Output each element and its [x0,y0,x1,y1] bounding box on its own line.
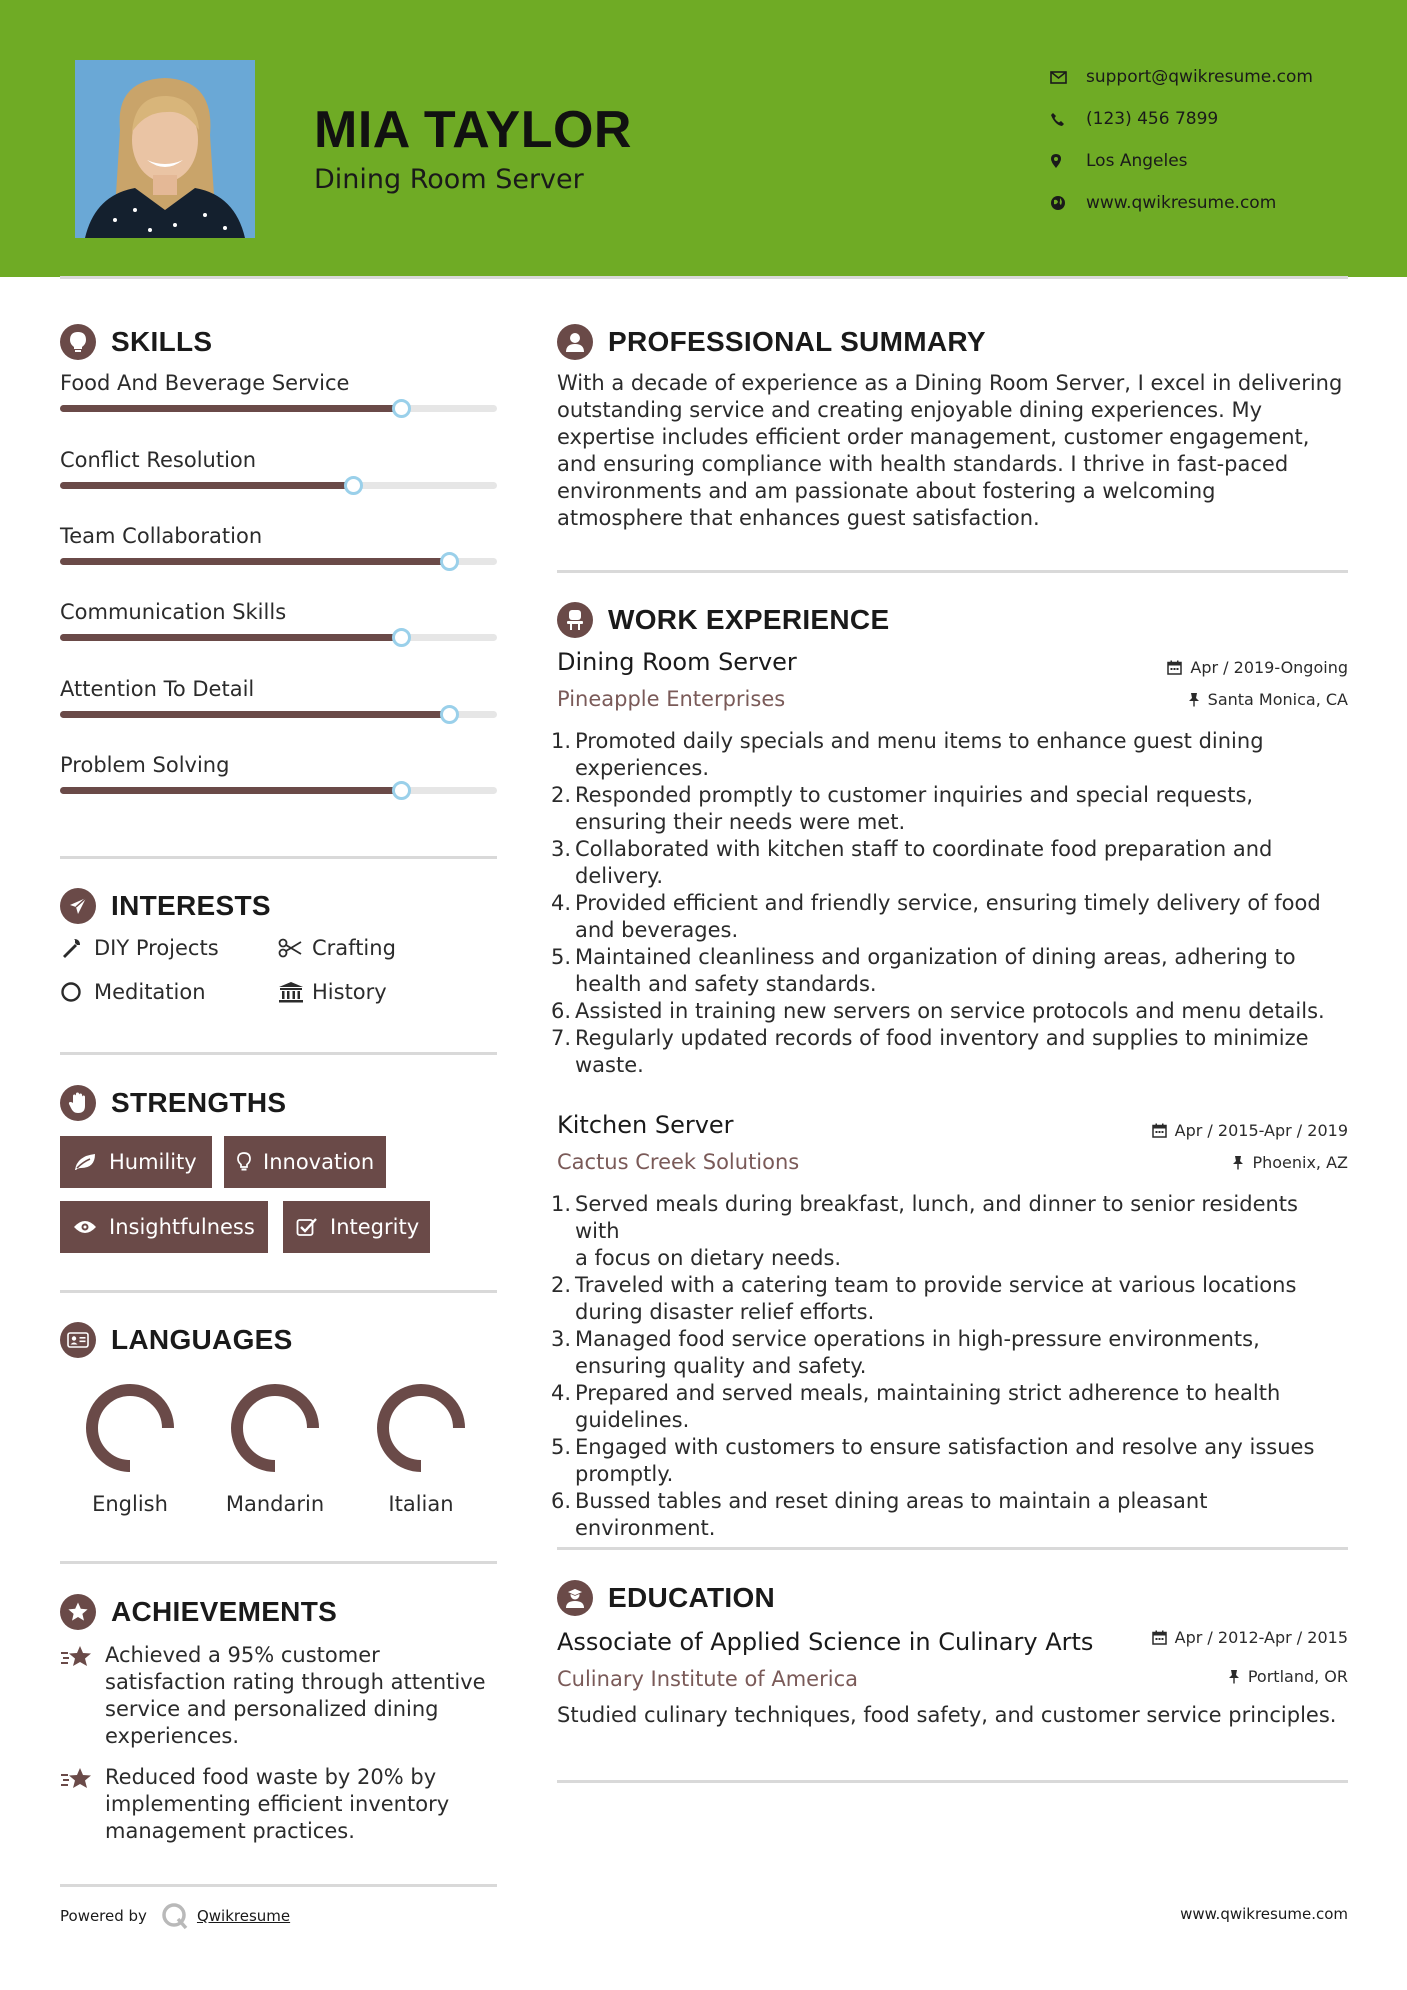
calendar-icon [1167,660,1182,675]
skill-label: Conflict Resolution [60,448,257,472]
profile-photo [75,60,255,238]
job-bullets [551,1191,1348,1542]
footer-powered-by: Powered by Qwikresume [60,1902,290,1930]
footer-url[interactable]: www.qwikresume.com [1180,1905,1348,1923]
list-item: 1. Served meals during breakfast, lunch, and dinner to senior residents with a focus on dietary needs. [551,1192,1298,1270]
skill-item [60,600,497,624]
contact-phone[interactable]: (123) 456 7899 [1050,98,1313,140]
list-item: 1. Promoted daily specials and menu items to enhance guest dining experiences. [551,729,1264,780]
candidate-name: MIA TAYLOR [314,101,632,159]
interest-label: History [312,980,387,1004]
pushpin-icon [1228,1669,1240,1684]
skill-item [60,524,497,548]
pushpin-icon [1188,692,1200,707]
list-item: 4. Prepared and served meals, maintaining strict adherence to health guidelines. [551,1381,1281,1432]
skill-label: Food And Beverage Service [60,371,350,395]
section-divider [60,1052,497,1055]
section-title: INTERESTS [111,890,271,921]
section-title: ACHIEVEMENTS [111,1596,338,1627]
language-item [60,1378,200,1516]
skill-fill [60,482,353,489]
skill-fill [60,634,401,641]
header-divider [60,276,1348,279]
skill-label: Attention To Detail [60,677,255,701]
section-divider [60,856,497,859]
wrench-icon [60,937,94,959]
skill-label: Communication Skills [60,600,287,624]
institution-icon [278,981,312,1003]
skill-fill [60,405,401,412]
location-pin-icon [1050,153,1086,169]
skill-label: Problem Solving [60,753,230,777]
calendar-icon [1152,1123,1167,1138]
qwikresume-link[interactable]: Qwikresume [196,1907,291,1925]
job-location: Phoenix, AZ [1232,1153,1348,1172]
skill-knob [392,628,411,647]
skill-fill [60,787,401,794]
chair-icon [557,602,593,638]
strength-tag [283,1201,430,1253]
resume-header [0,0,1407,277]
skill-item [60,371,497,395]
education-school: Culinary Institute of America [557,1667,858,1691]
interest-item [60,936,219,960]
skill-track [60,711,497,718]
calendar-icon [1152,1630,1167,1645]
list-item: 5. Maintained cleanliness and organization of dining areas, adhering to health and safety standards. [551,945,1296,996]
section-title: STRENGTHS [111,1087,287,1118]
pushpin-icon [1232,1155,1244,1170]
skill-item [60,753,497,777]
language-ring [205,1378,345,1478]
contact-website[interactable]: www.qwikresume.com [1050,182,1313,224]
language-ring [60,1378,200,1478]
achievement-text: Reduced food waste by 20% by implementing efficient inventory management practices. [105,1765,450,1843]
section-title: WORK EXPERIENCE [608,604,890,635]
education-degree: Associate of Applied Science in Culinary Arts [557,1628,1094,1656]
job-company: Pineapple Enterprises [557,687,786,711]
interest-label: Crafting [312,936,396,960]
job-location: Santa Monica, CA [1188,690,1348,709]
skill-item [60,448,497,472]
skill-track [60,558,497,565]
education-dates: Apr / 2012-Apr / 2015 [1152,1628,1348,1647]
interests-heading [60,888,271,924]
language-label: English [92,1492,168,1516]
id-card-icon [60,1322,96,1358]
language-item [351,1378,491,1516]
summary-text: With a decade of experience as a Dining Room Server, I excel in delivering outstanding service and creating enjoyable dining experiences. My expertise includes efficient order management, customer engagement, and ensuring compliance with health standards. I thrive in fast-paced environments and am passionate about fostering a welcoming atmosphere that enhances guest satisfaction. [557,371,1343,530]
language-ring-arc [92,1390,168,1466]
skill-knob [440,705,459,724]
envelope-icon [1050,71,1086,84]
achievement-item [60,1764,497,1845]
achievements-heading [60,1594,337,1630]
skill-fill [60,558,449,565]
list-item: 4. Provided efficient and friendly service, ensuring timely delivery of food and beverages. [551,891,1321,942]
list-item: 7. Regularly updated records of food inventory and supplies to minimize waste. [551,1026,1309,1077]
summary-heading [557,324,986,360]
job-company: Cactus Creek Solutions [557,1150,800,1174]
section-divider [60,1290,497,1293]
skill-knob [392,399,411,418]
skill-track [60,787,497,794]
skill-item [60,677,497,701]
skill-knob [440,552,459,571]
strengths-heading [60,1085,286,1121]
paper-plane-icon [60,888,96,924]
contact-list [1050,56,1313,224]
star-icon [60,1642,105,1750]
star-badge-icon [60,1594,96,1630]
globe-icon [1050,195,1086,211]
candidate-role: Dining Room Server [314,164,584,195]
list-item: 2. Responded promptly to customer inquiries and special requests, ensuring their needs were met. [551,783,1254,834]
skill-track [60,405,497,412]
skill-track [60,634,497,641]
list-item: 6. Bussed tables and reset dining areas to maintain a pleasant environment. [551,1489,1208,1540]
interest-item [278,980,387,1004]
lightbulb-icon [60,324,96,360]
list-item: 6. Assisted in training new servers on service protocols and menu details. [551,999,1325,1023]
job-dates: Apr / 2015-Apr / 2019 [1152,1121,1348,1140]
section-divider [557,1547,1348,1550]
section-title: SKILLS [111,326,213,357]
strength-label: Insightfulness [109,1215,255,1239]
section-divider [60,1884,497,1887]
skill-track [60,482,497,489]
job-title: Kitchen Server [557,1111,734,1139]
language-label: Italian [388,1492,454,1516]
skill-knob [392,781,411,800]
section-title: PROFESSIONAL SUMMARY [608,326,986,357]
strength-label: Integrity [330,1215,420,1239]
skills-heading [60,324,212,360]
education-location: Portland, OR [1228,1667,1348,1686]
contact-email[interactable]: support@qwikresume.com [1050,56,1313,98]
list-item: 3. Managed food service operations in high-pressure environments, ensuring quality and safety. [551,1327,1260,1378]
languages-heading [60,1322,293,1358]
skill-fill [60,711,449,718]
job-title: Dining Room Server [557,648,797,676]
job-bullets [551,728,1348,1079]
job-dates: Apr / 2019-Ongoing [1167,658,1348,677]
section-divider [557,570,1348,573]
contact-location: Los Angeles [1050,140,1313,182]
circle-icon [60,981,94,1003]
phone-icon [1050,112,1086,127]
hand-icon [60,1085,96,1121]
achievement-item [60,1642,497,1750]
section-title: EDUCATION [608,1582,776,1613]
list-item: 5. Engaged with customers to ensure satisfaction and resolve any issues promptly. [551,1435,1315,1486]
interest-label: Meditation [94,980,206,1004]
scissors-icon [278,938,312,958]
education-heading [557,1580,775,1616]
star-icon [60,1764,105,1845]
list-item: 3. Collaborated with kitchen staff to coordinate food preparation and delivery. [551,837,1273,888]
interest-item [60,980,206,1004]
achievement-text: Achieved a 95% customer satisfaction rating through attentive service and personalized dining experiences. [105,1643,486,1748]
interest-item [278,936,396,960]
list-item: 2. Traveled with a catering team to provide service at various locations during disaster relief efforts. [551,1273,1297,1324]
strength-label: Innovation [263,1150,375,1174]
section-divider [557,1780,1348,1783]
language-ring-arc [383,1390,459,1466]
check-square-icon [296,1217,318,1237]
education-description: Studied culinary techniques, food safety, and customer service principles. [557,1703,1337,1727]
language-ring-arc [237,1390,313,1466]
interest-label: DIY Projects [94,936,219,960]
strength-label: Humility [109,1150,197,1174]
skill-label: Team Collaboration [60,524,263,548]
lightbulb-icon [237,1152,251,1172]
eye-icon [73,1219,97,1235]
strength-tag [60,1136,212,1188]
strength-tag [60,1201,268,1253]
section-title: LANGUAGES [111,1324,293,1355]
graduate-icon [557,1580,593,1616]
language-ring [351,1378,491,1478]
user-icon [557,324,593,360]
experience-heading [557,602,889,638]
qwikresume-logo-icon [161,1902,189,1930]
language-item [205,1378,345,1516]
language-label: Mandarin [225,1492,325,1516]
section-divider [60,1561,497,1564]
skill-knob [344,476,363,495]
leaf-icon [73,1152,97,1172]
strength-tag [224,1136,386,1188]
